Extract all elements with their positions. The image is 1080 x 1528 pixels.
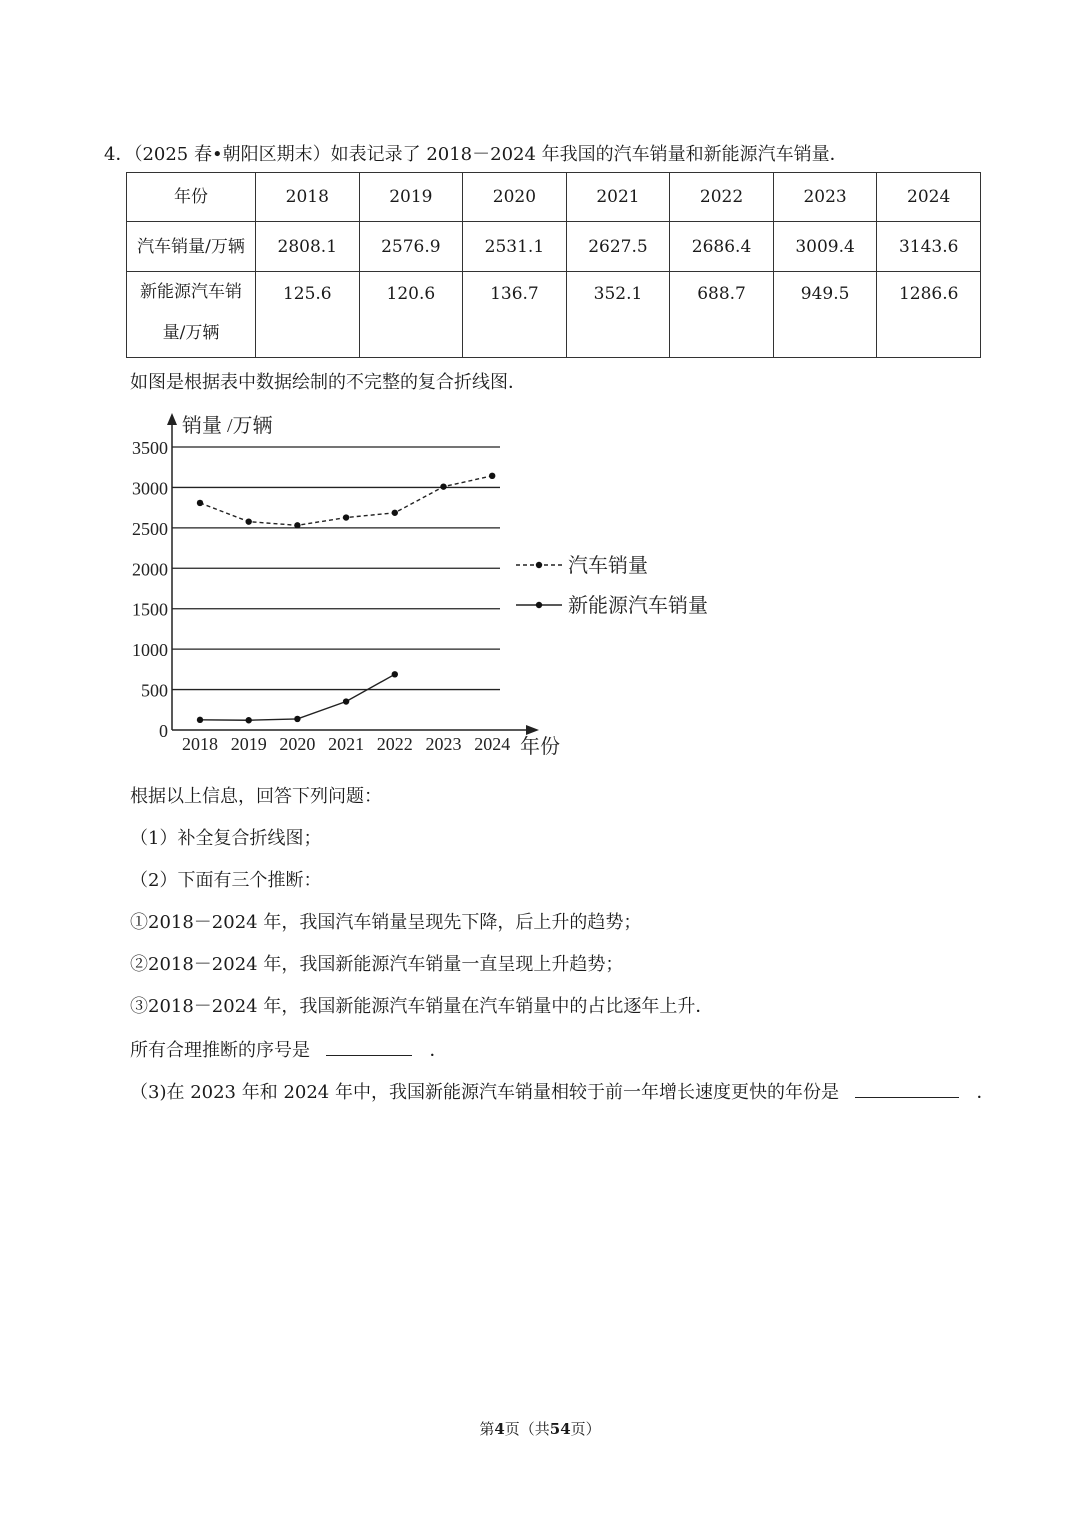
y-axis-arrow bbox=[167, 413, 177, 425]
table-cell: 1286.6 bbox=[877, 272, 981, 358]
answer-end: ． bbox=[429, 1040, 448, 1061]
answer-line-2 bbox=[130, 1036, 447, 1062]
legend-marker bbox=[536, 602, 542, 608]
footer-text-a: 第 bbox=[479, 1420, 495, 1438]
table-row-years bbox=[127, 173, 981, 222]
part2-text: （2）下面有三个推断： bbox=[130, 870, 322, 891]
x-axis-arrow bbox=[526, 725, 539, 735]
inference-1: ①2018－2024 年，我国汽车销量呈现先下降，后上升的趋势； bbox=[130, 912, 642, 933]
data-point bbox=[392, 510, 398, 516]
table-cell: 3009.4 bbox=[773, 222, 877, 272]
y-tick-label: 1500 bbox=[132, 599, 168, 620]
x-tick-label: 2022 bbox=[376, 734, 413, 754]
inference-3: ③2018－2024 年，我国新能源汽车销量在汽车销量中的占比逐年上升． bbox=[130, 996, 714, 1017]
table-year: 2024 bbox=[877, 173, 981, 222]
y-tick-label: 3000 bbox=[132, 478, 168, 499]
data-point bbox=[440, 483, 446, 489]
table-cell: 688.7 bbox=[670, 272, 774, 358]
data-point bbox=[246, 518, 252, 524]
table-cell: 2576.9 bbox=[359, 222, 463, 272]
table-year: 2018 bbox=[256, 173, 360, 222]
table-cell: 2531.1 bbox=[463, 222, 567, 272]
table-cell: 136.7 bbox=[463, 272, 567, 358]
y-tick-label: 500 bbox=[141, 680, 168, 701]
x-axis-label: 年份 bbox=[520, 736, 560, 758]
table-year: 2021 bbox=[566, 173, 670, 222]
data-point bbox=[197, 500, 203, 506]
footer-page-number: 4 bbox=[494, 1420, 505, 1438]
series-line-2 bbox=[200, 674, 395, 720]
prompt-text: 根据以上信息，回答下列问题： bbox=[130, 786, 382, 807]
part3-text: （3)在 2023 年和 2024 年中，我国新能源汽车销量相较于前一年增长速度更快的年份是 bbox=[130, 1082, 839, 1103]
legend-marker bbox=[536, 562, 542, 568]
table-year: 2020 bbox=[463, 173, 567, 222]
table-row-car-sales bbox=[127, 222, 981, 272]
data-point bbox=[294, 522, 300, 528]
table-cell: 3143.6 bbox=[877, 222, 981, 272]
table-year: 2019 bbox=[359, 173, 463, 222]
table-row-nev-sales bbox=[127, 272, 981, 358]
x-tick-label: 2020 bbox=[279, 734, 316, 754]
legend-label: 新能源汽车销量 bbox=[568, 595, 708, 617]
x-tick-label: 2019 bbox=[230, 734, 267, 754]
data-point bbox=[343, 514, 349, 520]
legend-label: 汽车销量 bbox=[568, 555, 648, 577]
data-table bbox=[126, 172, 981, 358]
y-tick-label: 2500 bbox=[132, 518, 168, 539]
data-point bbox=[343, 698, 349, 704]
row-label-nev-sales-line1: 新能源汽车销 bbox=[140, 282, 242, 302]
y-tick-label: 2000 bbox=[132, 559, 168, 580]
row-label-car-sales: 汽车销量/万辆 bbox=[127, 222, 256, 272]
table-cell: 2808.1 bbox=[256, 222, 360, 272]
table-cell: 125.6 bbox=[256, 272, 360, 358]
table-header-label: 年份 bbox=[127, 173, 256, 222]
part3-end: ． bbox=[976, 1082, 995, 1103]
table-cell: 120.6 bbox=[359, 272, 463, 358]
footer-page-total: 54 bbox=[549, 1420, 571, 1438]
data-point bbox=[294, 716, 300, 722]
answer-blank-3[interactable] bbox=[855, 1079, 959, 1098]
table-year: 2022 bbox=[670, 173, 774, 222]
answer-line-3 bbox=[130, 1078, 994, 1104]
inference-2: ②2018－2024 年，我国新能源汽车销量一直呈现上升趋势； bbox=[130, 954, 624, 975]
part1-text: （1）补全复合折线图； bbox=[130, 828, 322, 849]
footer-text-c: 页） bbox=[570, 1420, 601, 1438]
answer-prompt: 所有合理推断的序号是 bbox=[130, 1040, 310, 1061]
chart-intro: 如图是根据表中数据绘制的不完整的复合折线图． bbox=[130, 372, 526, 393]
x-tick-label: 2023 bbox=[425, 734, 462, 754]
footer-text-b: 页（共 bbox=[504, 1420, 550, 1438]
table-cell: 352.1 bbox=[566, 272, 670, 358]
table-cell: 2686.4 bbox=[670, 222, 774, 272]
y-tick-label: 0 bbox=[159, 721, 168, 741]
row-label-nev-sales-line2: 量/万辆 bbox=[162, 323, 220, 343]
question-stem: 4．（2025 春•朝阳区期末）如表记录了 2018－2024 年我国的汽车销量和新能源汽车销量． bbox=[104, 144, 848, 165]
data-point bbox=[392, 671, 398, 677]
row-label-nev-sales bbox=[127, 272, 256, 358]
answer-blank-2[interactable] bbox=[326, 1037, 412, 1056]
page-footer bbox=[0, 1418, 1080, 1439]
data-point bbox=[489, 473, 495, 479]
x-tick-label: 2018 bbox=[182, 734, 218, 754]
line-chart bbox=[118, 405, 738, 765]
y-axis-label: 销量 /万辆 bbox=[182, 415, 273, 437]
x-tick-label: 2021 bbox=[328, 734, 365, 754]
y-tick-label: 1000 bbox=[132, 640, 168, 661]
table-year: 2023 bbox=[773, 173, 877, 222]
data-point bbox=[197, 717, 203, 723]
data-point bbox=[246, 717, 252, 723]
x-tick-label: 2024 bbox=[474, 734, 511, 754]
table-cell: 2627.5 bbox=[566, 222, 670, 272]
y-tick-label: 3500 bbox=[132, 438, 168, 458]
table-cell: 949.5 bbox=[773, 272, 877, 358]
